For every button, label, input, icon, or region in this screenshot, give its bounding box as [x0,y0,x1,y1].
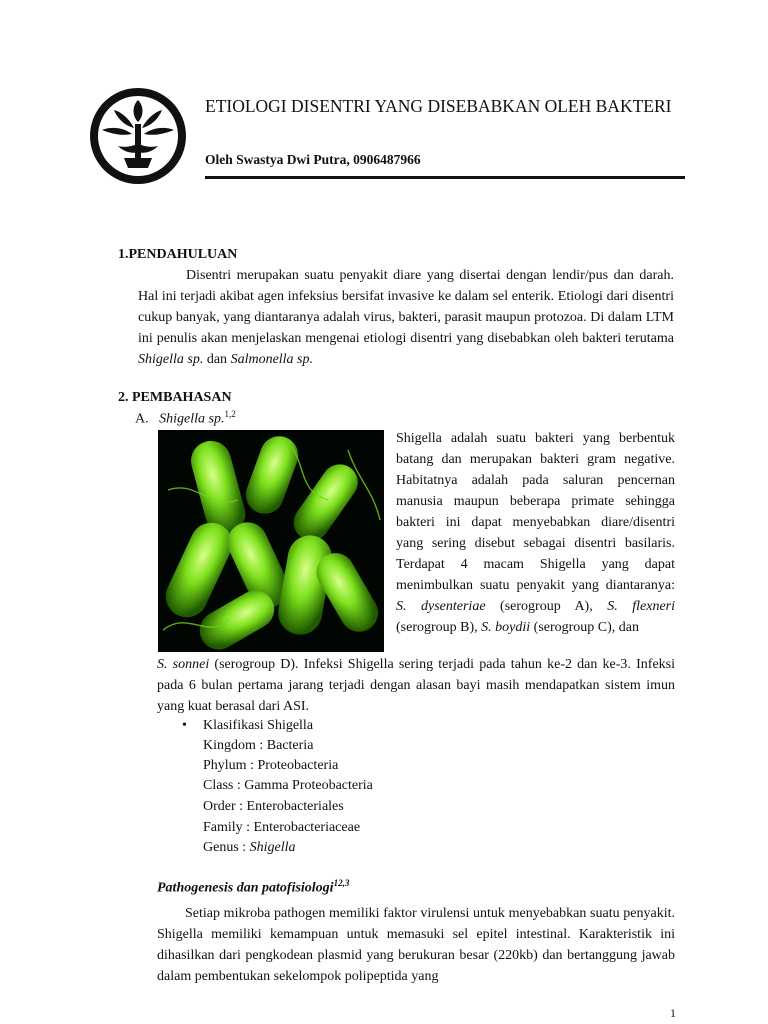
classification-class: Class : Gamma Proteobacteria [203,778,373,793]
subsection-heading-shigella: A. Shigella sp.$^{1,2}$ [135,409,236,427]
page-number: 1 [670,1006,676,1020]
classification-family: Family : Enterobacteriaceae [203,820,361,835]
section-heading-pembahasan: 2. PEMBAHASAN [118,390,232,405]
classification-genus: Genus : Shigella [203,840,296,855]
shigella-description-continued: S. sonnei (serogroup D). Infeksi Shigella sering terjadi pada tahun ke-2 dan ke-3. Infeksi pada 6 bulan pertama jarang terjadi dengan alasan bayi masih mendapatkan sistem imun yang kuat berasal dari ASI. [157,657,675,714]
intro-paragraph: Disentri merupakan suatu penyakit diare yang disertai dengan lendir/pus dan darah. Hal ini terjadi akibat agen infeksius bersifat invasive ke dalam sel enterik. Etiologi dari disentri cukup banyak, yang diantaranya adalah virus, bakteri, parasit maupun protozoa. Di dalam LTM ini penulis akan menjelaskan mengenai etiologi disentri yang disebabkan oleh bakteri terutama Shigella sp. dan Salmonella sp. [138,268,674,367]
classification-order: Order : Enterobacteriales [203,799,344,814]
shigella-micrograph-image [158,430,384,652]
classification-heading: Klasifikasi Shigella [203,718,314,733]
section-heading-pendahuluan: 1.PENDAHULUAN [118,247,238,262]
classification-bullet: • [182,718,187,733]
author-line: Oleh Swastya Dwi Putra, 0906487966 [205,152,421,167]
classification-kingdom: Kingdom : Bacteria [203,738,314,753]
shigella-description-wrap: Shigella adalah suatu bakteri yang berbentuk batang dan merupakan bakteri gram negative. Habitatnya adalah pada saluran pencernan manusia maupun beberapa primate sehingga bakteri ini dapat menyebabkan diare/disentri yang sering disebut sebagai disentri basilaris. Terdapat 4 macam Shigella yang dapat menimbulkan suatu penyakit yang diantaranya: S. dysenteriae (serogroup A), S. flexneri (serogroup B), S. boydii (serogroup C), dan [396,431,676,635]
classification-phylum: Phylum : Proteobacteria [203,758,339,773]
document-title: ETIOLOGI DISENTRI YANG DISEBABKAN OLEH BAKTERI [205,96,672,116]
pathogenesis-heading: Pathogenesis dan patofisiologi$^{12,3}$ [157,878,350,896]
university-logo [88,86,188,186]
header-divider [205,176,685,179]
pathogenesis-paragraph: Setiap mikroba pathogen memiliki faktor virulensi untuk menyebabkan suatu penyakit. Shigella memiliki kemampuan untuk memasuki sel epitel intestinal. Karakteristik ini dihasilkan dari pengkodean plasmid yang berukuran besar (220kb) dan bertanggung jawab dalam pembentukan sekelompok polipeptida yang [157,906,675,984]
